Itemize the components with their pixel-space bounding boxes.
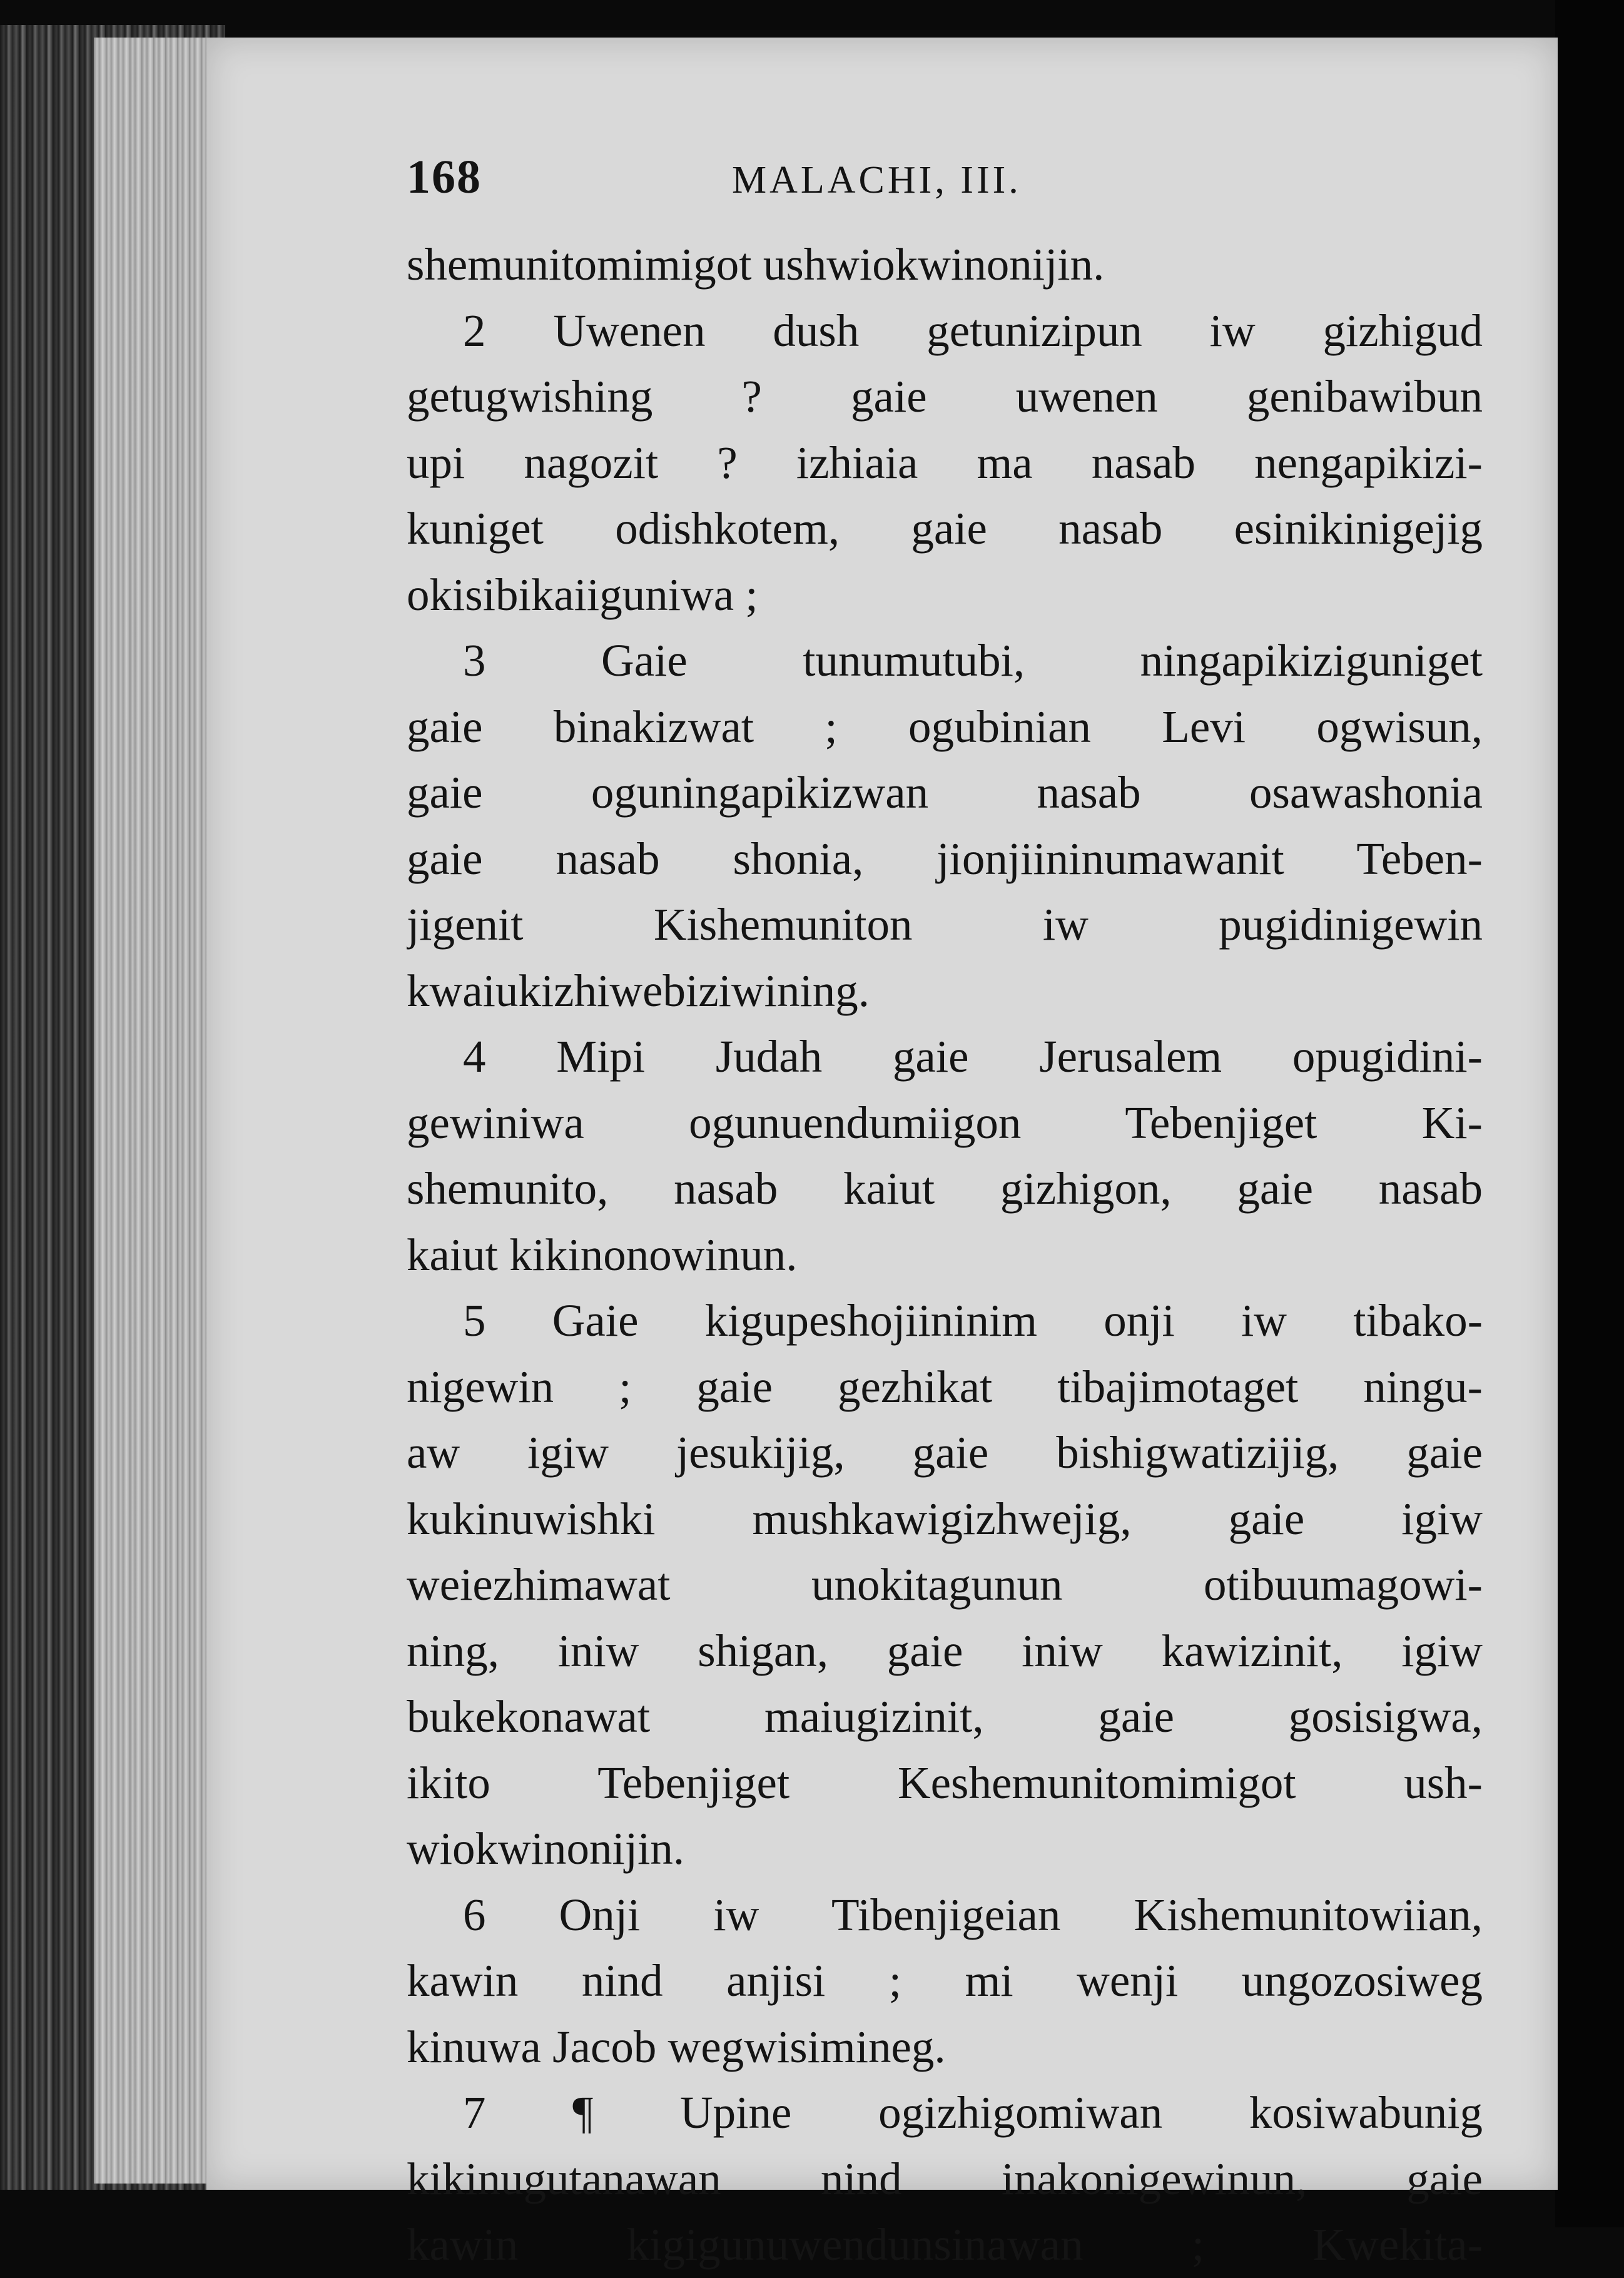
verse-5-start: 5 Gaie kigupeshojiininim onji iw tibako- xyxy=(463,1295,1483,1346)
page-text-block xyxy=(407,150,1483,2278)
text-line: okisibikaiiguniwa ; xyxy=(407,569,758,620)
text-line: kukinuwishki mushkawigizhwejig, gaie igiw xyxy=(407,1493,1483,1544)
text-line: wiokwinonijin. xyxy=(407,1823,685,1874)
text-line: aw igiw jesukijig, gaie bishigwatizijig, gaie xyxy=(407,1427,1483,1478)
text-line: upi nagozit ? izhiaia ma nasab nengapikizi- xyxy=(407,437,1483,488)
text-line: shemunitomimigot ushwiokwinonijin. xyxy=(407,239,1105,290)
page-header xyxy=(407,150,1483,225)
text-line: ning, iniw shigan, gaie iniw kawizinit, igiw xyxy=(407,1625,1483,1676)
text-line: gaie nasab shonia, jionjiininumawanit Teben- xyxy=(407,833,1483,884)
verse-6-start: 6 Onji iw Tibenjigeian Kishemunitowiian, xyxy=(463,1889,1483,1940)
text-line: shemunito, nasab kaiut gizhigon, gaie nasab xyxy=(407,1163,1483,1214)
text-line: kikinugutanawan nind inakonigewinun, gaie xyxy=(407,2153,1483,2204)
verse-3-start: 3 Gaie tunumutubi, ningapikiziguniget xyxy=(463,635,1483,686)
verse-7-start: 7 ¶ Upine ogizhigomiwan kosiwabunig xyxy=(463,2087,1483,2138)
verse-2-start: 2 Uwenen dush getunizipun iw gizhigud xyxy=(463,305,1483,356)
verse-4-start: 4 Mipi Judah gaie Jerusalem opugidini- xyxy=(463,1031,1483,1082)
text-line: nigewin ; gaie gezhikat tibajimotaget ningu- xyxy=(407,1361,1483,1412)
page-number: 168 xyxy=(407,151,482,203)
text-line: jigenit Kishemuniton iw pugidinigewin xyxy=(407,899,1483,950)
text-line: kawin nind anjisi ; mi wenji ungozosiweg xyxy=(407,1955,1483,2006)
text-line: gewiniwa ogunuendumiigon Tebenjiget Ki- xyxy=(407,1097,1483,1148)
text-line: bukekonawat maiugizinit, gaie gosisigwa, xyxy=(407,1691,1483,1742)
text-line: kaiut kikinonowinun. xyxy=(407,1229,798,1280)
text-line: weiezhimawat unokitagunun otibuumagowi- xyxy=(407,1559,1483,1610)
text-line: kinuwa Jacob wegwisimineg. xyxy=(407,2021,946,2072)
text-line: kwaiukizhiwebiziwining. xyxy=(407,965,870,1016)
text-line: gaie oguningapikizwan nasab osawashonia xyxy=(407,767,1483,818)
text-line: kuniget odishkotem, gaie nasab esinikinigejig xyxy=(407,503,1483,554)
book-page xyxy=(206,38,1558,2270)
text-line: kawin kigigunuwendunsinawan ; Kwekita- xyxy=(407,2219,1483,2270)
text-line: getugwishing ? gaie uwenen genibawibun xyxy=(407,371,1483,422)
text-line: gaie binakizwat ; ogubinian Levi ogwisun, xyxy=(407,701,1483,752)
text-line: ikito Tebenjiget Keshemunitomimigot ush- xyxy=(407,1757,1483,1808)
scan-border-right xyxy=(1555,0,1624,2227)
running-head: MALACHI, III. xyxy=(732,159,1022,201)
